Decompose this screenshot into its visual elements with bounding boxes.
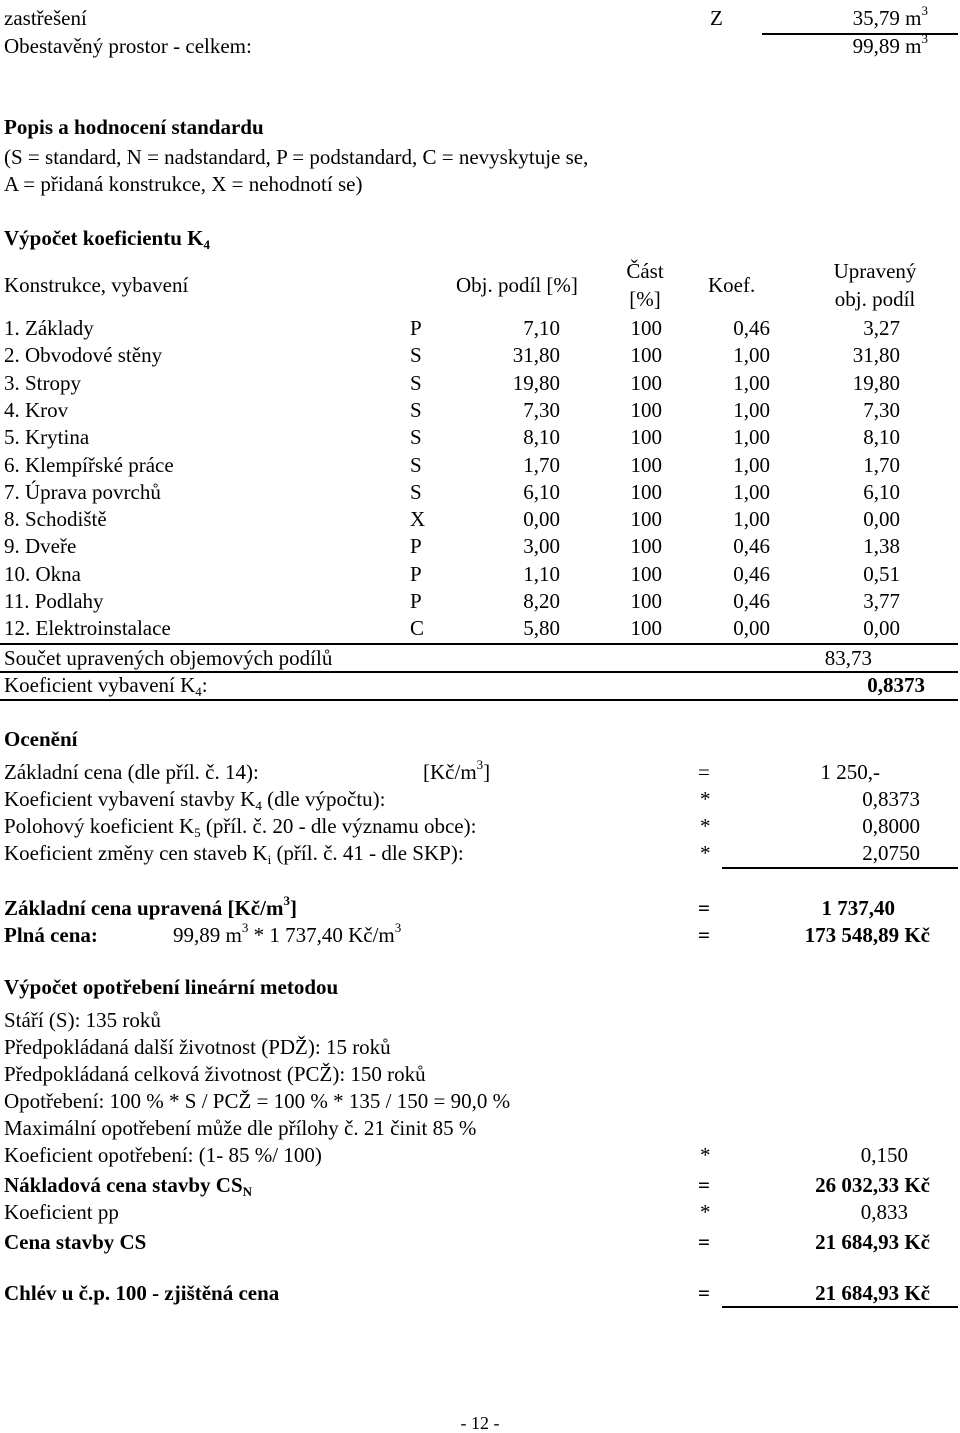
standard-legend-line2: A = přidaná konstrukce, X = nehodnotí se) [4,172,363,196]
k4-cell-coef: 0,46 [733,316,770,340]
k4-cell-name: 2. Obvodové stěny [4,343,163,367]
k4-cell-coef: 1,00 [733,343,770,367]
adjusted-price-op: = [698,896,710,920]
adjusted-price-label: Základní cena upravená $[Kč/m^3]$ [4,893,297,920]
k4-cell-coef: 0,00 [733,616,770,640]
result-op: = [698,1281,710,1305]
k4-cell-adj: 19,80 [852,371,900,395]
k4-cell-name: 10. Okna [4,562,81,586]
base-price-label: Základní cena (dle příl. č. 14): [4,760,259,784]
roof-code: Z [710,6,723,30]
building-price-value: 21 684,93 Kč [815,1230,930,1254]
k4-cell-share: 8,20 [523,589,560,613]
k4-cell-name: 8. Schodiště [4,507,107,531]
k4-cell-adj: 1,70 [863,453,900,477]
k4-factor-value: 0,8373 [862,787,920,811]
age-line: Stáří (S): 135 roků [4,1008,161,1032]
k4-cell-share: 19,80 [512,371,560,395]
k4-heading: Výpočet koeficientu $K_4$ [4,226,210,252]
k4-cell-part: 100 [630,562,662,586]
k4-cell-name: 11. Podlahy [4,589,104,613]
k4-cell-name: 4. Krov [4,398,69,422]
k4-cell-name: 9. Dveře [4,534,77,558]
k4-cell-adj: 0,51 [863,562,900,586]
k4-cell-share: 5,80 [523,616,560,640]
building-price-op: = [698,1230,710,1254]
pp-coef-op: * [700,1200,711,1224]
ki-factor-op: * [700,841,711,865]
standard-heading: Popis a hodnocení standardu [4,115,264,139]
base-price-value: 1 250,- [820,760,880,784]
k4-cell-coef: 1,00 [733,453,770,477]
k4-cell-std: S [410,480,422,504]
k4-cell-std: S [410,398,422,422]
k4-cell-coef: 1,00 [733,507,770,531]
result-label: Chlév u č.p. 100 - zjištěná cena [4,1281,280,1305]
table-sum-separator [0,643,958,645]
full-price-op: = [698,923,710,947]
page-number: - 12 - [460,1413,500,1433]
k4-cell-part: 100 [630,507,662,531]
k4-cell-std: X [410,507,426,531]
k4-cell-coef: 0,46 [733,562,770,586]
k4-cell-coef: 0,46 [733,589,770,613]
k4-cell-name: 5. Krytina [4,425,90,449]
k4-cell-part: 100 [630,425,662,449]
k4-cell-std: P [410,534,422,558]
k4-cell-part: 100 [630,316,662,340]
valuation-heading: Ocenění [4,727,78,751]
max-wear-line: Maximální opotřebení může dle přílohy č. 21 činit 85 % [4,1116,477,1140]
cost-price-label: Nákladová cena stavby $CS_N$ [4,1173,253,1199]
k4-cell-share: 0,00 [523,507,560,531]
k4-coef-label: Koeficient vybavení $K_4$: [4,673,208,699]
cost-price-value: 26 032,33 Kč [815,1173,930,1197]
k4-cell-std: P [410,589,422,613]
k4-cell-part: 100 [630,371,662,395]
ki-factor-label: Koeficient změny cen staveb $K_i$ (příl. č. 41 - dle SKP): [4,841,464,867]
k4-cell-coef: 1,00 [733,371,770,395]
k4-cell-coef: 1,00 [733,398,770,422]
k4-factor-label: Koeficient vybavení stavby $K_4$ (dle výpočtu): [4,787,386,813]
k4-cell-part: 100 [630,534,662,558]
k4-cell-coef: 1,00 [733,480,770,504]
k4-cell-share: 3,00 [523,534,560,558]
k4-cell-std: C [410,616,425,640]
k4-coef-value: 0,8373 [867,673,925,697]
k4-cell-std: S [410,343,422,367]
total-volume-value: 99,89 $m^3$ [852,31,928,58]
k4-cell-share: 1,10 [523,562,560,586]
header-coef: Koef. [708,273,756,297]
result-value: 21 684,93 Kč [815,1281,930,1305]
k4-cell-adj: 3,27 [863,316,900,340]
k5-factor-label: Polohový koeficient $K_5$ (příl. č. 20 - dle významu obce): [4,814,477,840]
header-part-line1: Část [626,259,664,283]
k4-cell-adj: 0,00 [863,507,900,531]
coef-separator [0,699,958,701]
k4-cell-std: S [410,425,422,449]
k4-cell-part: 100 [630,616,662,640]
k4-cell-adj: 31,80 [852,343,900,367]
k4-cell-adj: 7,30 [863,398,900,422]
k4-cell-name: 12. Elektroinstalace [4,616,171,640]
wear-line: Opotřebení: 100 % * S / PCŽ = 100 % * 135 / 150 = 90,0 % [4,1089,511,1113]
k4-cell-name: 1. Základy [4,316,94,340]
k4-cell-share: 6,10 [523,480,560,504]
pp-coef-label: Koeficient pp [4,1200,119,1224]
header-share: Obj. podíl [%] [456,273,578,297]
full-price-label: Plná cena: [4,923,98,947]
remaining-life-line: Předpokládaná další životnost (PDŽ): 15 roků [4,1035,391,1059]
header-part-line2: [%] [629,287,661,311]
wear-coef-op: * [700,1143,711,1167]
k4-cell-adj: 3,77 [863,589,900,613]
standard-legend-line1: (S = standard, N = nadstandard, P = podstandard, C = nevyskytuje se, [4,145,589,169]
sum-value: 83,73 [824,646,872,670]
k4-cell-share: 7,30 [523,398,560,422]
k4-cell-std: S [410,371,422,395]
k4-cell-adj: 1,38 [863,534,900,558]
depreciation-heading: Výpočet opotřebení lineární metodou [4,975,339,999]
header-adjusted-line2: obj. podíl [834,287,916,311]
k4-cell-share: 7,10 [523,316,560,340]
total-life-line: Předpokládaná celková životnost (PCŽ): 150 roků [4,1062,426,1086]
k4-cell-std: P [410,316,422,340]
base-price-unit: $[Kč/m^3]$ [423,757,491,784]
k4-cell-name: 7. Úprava povrchů [4,480,161,504]
k4-cell-name: 6. Klempířské práce [4,453,174,477]
full-price-formula: 99,89 $m^3 * 1$ 737,40 $Kč/m^3$ [173,920,402,947]
k4-factor-op: * [700,787,711,811]
pp-coef-value: 0,833 [860,1200,908,1224]
full-price-value: 173 548,89 Kč [804,923,930,947]
header-construction: Konstrukce, vybavení [4,273,189,297]
factors-underline [722,867,958,869]
roof-value: 35,79 $m^3$ [852,3,928,30]
sum-label: Součet upravených objemových podílů [4,646,333,670]
k4-cell-std: P [410,562,422,586]
k4-cell-share: 8,10 [523,425,560,449]
wear-coef-value: 0,150 [860,1143,908,1167]
k4-cell-std: S [410,453,422,477]
roof-label: zastřešení [4,6,87,30]
k5-factor-op: * [700,814,711,838]
k5-factor-value: 0,8000 [862,814,920,838]
total-volume-label: Obestavěný prostor - celkem: [4,34,252,58]
header-adjusted-line1: Upravený [833,259,917,283]
k4-cell-part: 100 [630,343,662,367]
k4-cell-coef: 1,00 [733,425,770,449]
building-price-label: Cena stavby CS [4,1230,147,1254]
k4-cell-share: 1,70 [523,453,560,477]
adjusted-price-value: 1 737,40 [821,896,895,920]
k4-cell-coef: 0,46 [733,534,770,558]
k4-cell-part: 100 [630,589,662,613]
k4-cell-name: 3. Stropy [4,371,82,395]
k4-cell-share: 31,80 [512,343,560,367]
k4-cell-part: 100 [630,398,662,422]
base-price-op: = [698,760,710,784]
wear-coef-label: Koeficient opotřebení: (1- 85 %/ 100) [4,1143,322,1167]
k4-cell-adj: 6,10 [863,480,900,504]
ki-factor-value: 2,0750 [862,841,920,865]
k4-cell-adj: 0,00 [863,616,900,640]
k4-cell-part: 100 [630,453,662,477]
result-underline [722,1306,958,1308]
cost-price-op: = [698,1173,710,1197]
k4-cell-adj: 8,10 [863,425,900,449]
k4-cell-part: 100 [630,480,662,504]
